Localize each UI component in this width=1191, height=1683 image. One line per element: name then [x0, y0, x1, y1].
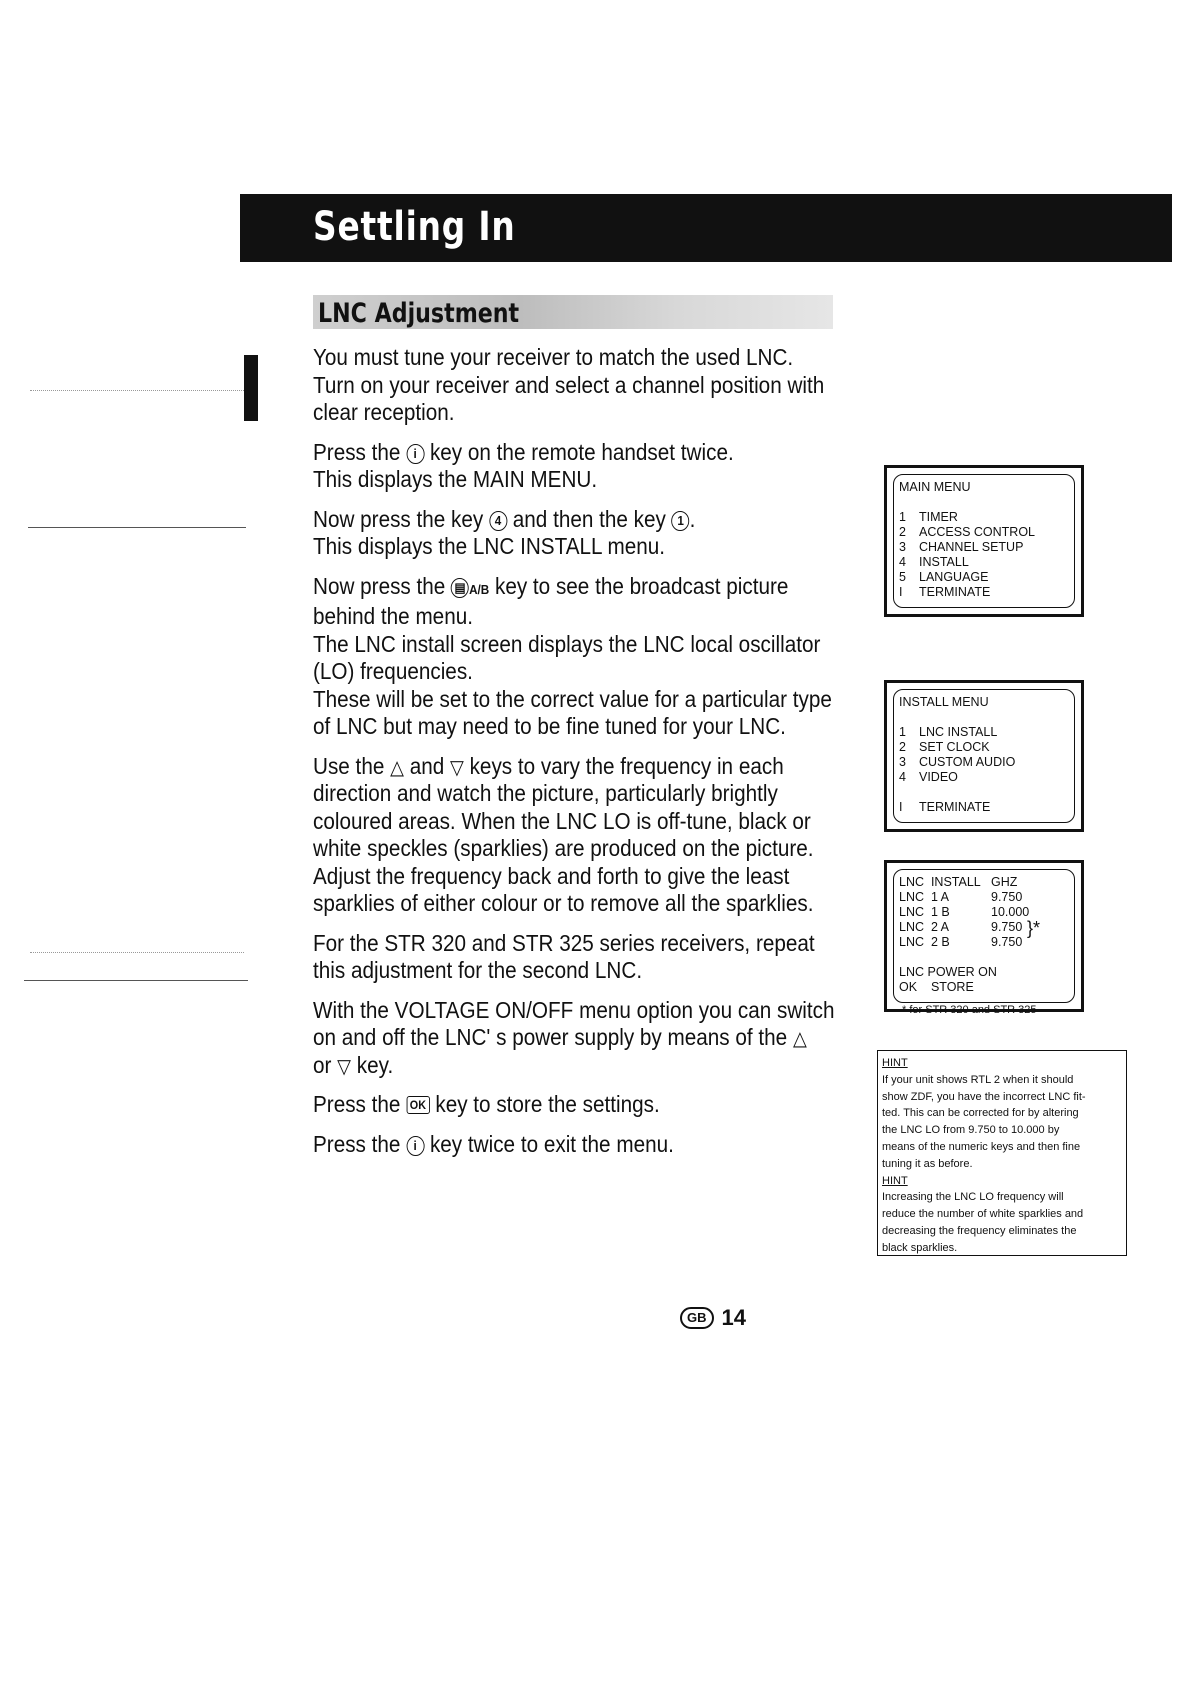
text-fragment: keys to vary the frequency in each — [463, 752, 784, 779]
lnc-power: LNC POWER ON — [899, 965, 997, 979]
text-line: These will be set to the correct value for a particular type — [313, 685, 832, 712]
lnc-name: LNC 2 B — [899, 935, 950, 949]
text-line: sparklies of either colour or to remove all the sparklies. — [313, 890, 814, 916]
lnc-row — [899, 905, 1029, 920]
text-line: This displays the LNC INSTALL menu. — [313, 533, 666, 559]
item-number: 2 — [899, 525, 906, 539]
paragraph — [313, 344, 853, 427]
text-line: behind the menu. — [313, 603, 473, 629]
text-fragment: Press the — [313, 1130, 407, 1157]
menu-item — [899, 740, 1015, 755]
paragraph — [313, 930, 853, 985]
lnc-header — [899, 875, 1029, 890]
text-line: With the VOLTAGE ON/OFF menu option you can switch — [313, 996, 835, 1023]
menu-item — [899, 525, 1035, 540]
text-fragment: key. — [351, 1051, 394, 1078]
item-number: 1 — [899, 725, 906, 739]
text-line: white speckles (sparklies) are produced on the picture. — [313, 835, 814, 861]
one-key-icon: 1 — [672, 511, 690, 531]
divider — [24, 980, 248, 981]
text-fragment: . — [689, 505, 696, 532]
text-line: this adjustment for the second LNC. — [313, 957, 643, 983]
lnc-name: LNC 2 A — [899, 920, 950, 934]
ab-key-label: A/B — [469, 581, 490, 597]
lnc-value: 10.000 — [991, 905, 1030, 919]
item-label: TERMINATE — [919, 585, 991, 599]
menu-item — [899, 725, 1015, 740]
lnc-row — [899, 935, 1029, 950]
item-number: 2 — [899, 740, 906, 754]
menu-title: MAIN MENU — [899, 480, 971, 494]
menu-key-icon: ▤ — [451, 578, 469, 598]
item-label: SET CLOCK — [919, 740, 990, 754]
item-number: I — [899, 585, 903, 599]
text-line: The LNC install screen displays the LNC local oscillator — [313, 630, 821, 657]
item-label: TIMER — [919, 510, 958, 524]
main-menu-screen — [884, 465, 1084, 617]
divider — [30, 390, 244, 391]
hint-line: tuning it as before. — [882, 1157, 973, 1170]
menu-item — [899, 540, 1035, 555]
item-number: 3 — [899, 755, 906, 769]
lnc-bracket: }* — [1027, 918, 1041, 938]
item-label: CHANNEL SETUP — [919, 540, 1024, 554]
lnc-value: 9.750 — [991, 890, 1023, 904]
menu-item — [899, 555, 1035, 570]
hint-line: Increasing the LNC LO frequency will — [882, 1191, 1064, 1204]
lnc-value: 9.750 — [991, 920, 1023, 934]
text-line: (LO) frequencies. — [313, 658, 473, 684]
hint-line: show ZDF, you have the incorrect LNC fit- — [882, 1090, 1086, 1103]
item-label: LANGUAGE — [919, 570, 989, 584]
text-fragment: and then the key — [507, 505, 672, 532]
hint-heading: HINT — [882, 1057, 908, 1069]
item-number: 5 — [899, 570, 906, 584]
hint-text — [882, 1055, 1122, 1257]
lnc-header-unit: GHZ — [991, 875, 1018, 889]
text-fragment: Press the — [313, 438, 407, 465]
section-title: LNC Adjustment — [318, 298, 520, 329]
down-key-icon: ▽ — [337, 1055, 352, 1078]
lnc-footnote: * for STR 320 and STR 325 — [902, 1004, 1037, 1016]
hint-line: means of the numeric keys and then fine — [882, 1140, 1081, 1153]
four-key-icon: 4 — [489, 511, 507, 531]
main-text — [313, 344, 853, 1170]
text-line: direction and watch the picture, particularly brightly — [313, 780, 778, 806]
text-line: This displays the MAIN MENU. — [313, 466, 598, 492]
down-key-icon: ▽ — [449, 756, 464, 779]
page-number: 14 — [721, 1305, 746, 1330]
text-line: You must tune your receiver to match the used LNC. — [313, 344, 794, 370]
paragraph — [313, 506, 853, 561]
lnc-value: 9.750 — [991, 935, 1023, 949]
side-marker — [244, 355, 258, 421]
paragraph — [313, 997, 853, 1080]
paragraph — [313, 573, 853, 741]
paragraph — [313, 753, 853, 918]
item-number: 1 — [899, 510, 906, 524]
paragraph — [313, 1131, 853, 1159]
text-fragment: key on the remote handset twice. — [424, 438, 734, 465]
lnc-ok-store: OK STORE — [899, 980, 974, 994]
lnc-row — [899, 890, 1029, 905]
main-menu-content — [899, 480, 1035, 600]
hint-line: ted. This can be corrected for by altering — [882, 1107, 1079, 1120]
install-menu-screen — [884, 680, 1084, 832]
lnc-header-name: LNC INSTALL — [899, 875, 981, 889]
item-label: INSTALL — [919, 555, 969, 569]
text-fragment: Now press the key — [313, 505, 490, 532]
up-key-icon: △ — [792, 1028, 807, 1050]
lnc-install-screen — [884, 860, 1084, 1012]
hint-line: black sparklies. — [882, 1241, 958, 1254]
up-key-icon: △ — [390, 756, 404, 779]
text-fragment: Use the — [313, 752, 391, 779]
menu-item — [899, 585, 1035, 600]
hint-line: the LNC LO from 9.750 to 10.000 by — [882, 1124, 1060, 1137]
item-number: 4 — [899, 770, 906, 784]
hint-line: reduce the number of white sparklies and — [882, 1208, 1084, 1221]
text-fragment: key to store the settings. — [429, 1091, 660, 1117]
info-key-icon: i — [406, 444, 424, 464]
text-line: clear reception. — [313, 399, 455, 425]
text-line: of LNC but may need to be fine tuned for your LNC. — [313, 713, 786, 739]
item-number: 4 — [899, 555, 906, 569]
item-label: TERMINATE — [919, 800, 991, 814]
info-key-icon: i — [406, 1136, 424, 1156]
item-label: VIDEO — [919, 770, 958, 784]
item-number: I — [899, 800, 903, 814]
text-line: coloured areas. When the LNC LO is off-tune, black or — [313, 807, 811, 834]
text-fragment: Now press the — [313, 572, 452, 599]
text-fragment: or — [313, 1051, 338, 1078]
hint-heading: HINT — [882, 1174, 908, 1187]
divider — [28, 527, 246, 528]
menu-item — [899, 770, 1015, 785]
lnc-row — [899, 920, 1029, 935]
lnc-name: LNC 1 B — [899, 905, 950, 919]
divider — [30, 952, 244, 953]
menu-item — [899, 755, 1015, 770]
item-number: 3 — [899, 540, 906, 554]
page-title: Settling In — [313, 204, 516, 250]
text-fragment: key to see the broadcast picture — [489, 572, 789, 599]
menu-item — [899, 800, 1015, 815]
menu-item — [899, 570, 1035, 585]
paragraph — [313, 439, 853, 494]
item-label: CUSTOM AUDIO — [919, 755, 1016, 769]
menu-item — [899, 510, 1035, 525]
page-footer — [680, 1305, 746, 1331]
gb-badge: GB — [680, 1307, 714, 1329]
item-label: ACCESS CONTROL — [919, 525, 1035, 539]
text-fragment: and — [403, 752, 450, 779]
ok-key-icon: OK — [406, 1096, 429, 1114]
hint-line: If your unit shows RTL 2 when it should — [882, 1073, 1074, 1086]
item-label: LNC INSTALL — [919, 725, 998, 739]
menu-title: INSTALL MENU — [899, 695, 989, 709]
text-line: For the STR 320 and STR 325 series receivers, repeat — [313, 929, 815, 956]
text-line: Adjust the frequency back and forth to give the least — [313, 862, 790, 889]
hint-line: decreasing the frequency eliminates the — [882, 1224, 1077, 1237]
text-fragment: key twice to exit the menu. — [424, 1130, 674, 1157]
install-menu-content — [899, 695, 1015, 815]
text-fragment: on and off the LNC' s power supply by means of the — [313, 1024, 793, 1050]
text-fragment: Press the — [313, 1091, 407, 1117]
lnc-name: LNC 1 A — [899, 890, 950, 904]
paragraph — [313, 1091, 853, 1119]
lnc-install-content — [899, 875, 1029, 995]
text-line: Turn on your receiver and select a channel position with — [313, 371, 825, 398]
